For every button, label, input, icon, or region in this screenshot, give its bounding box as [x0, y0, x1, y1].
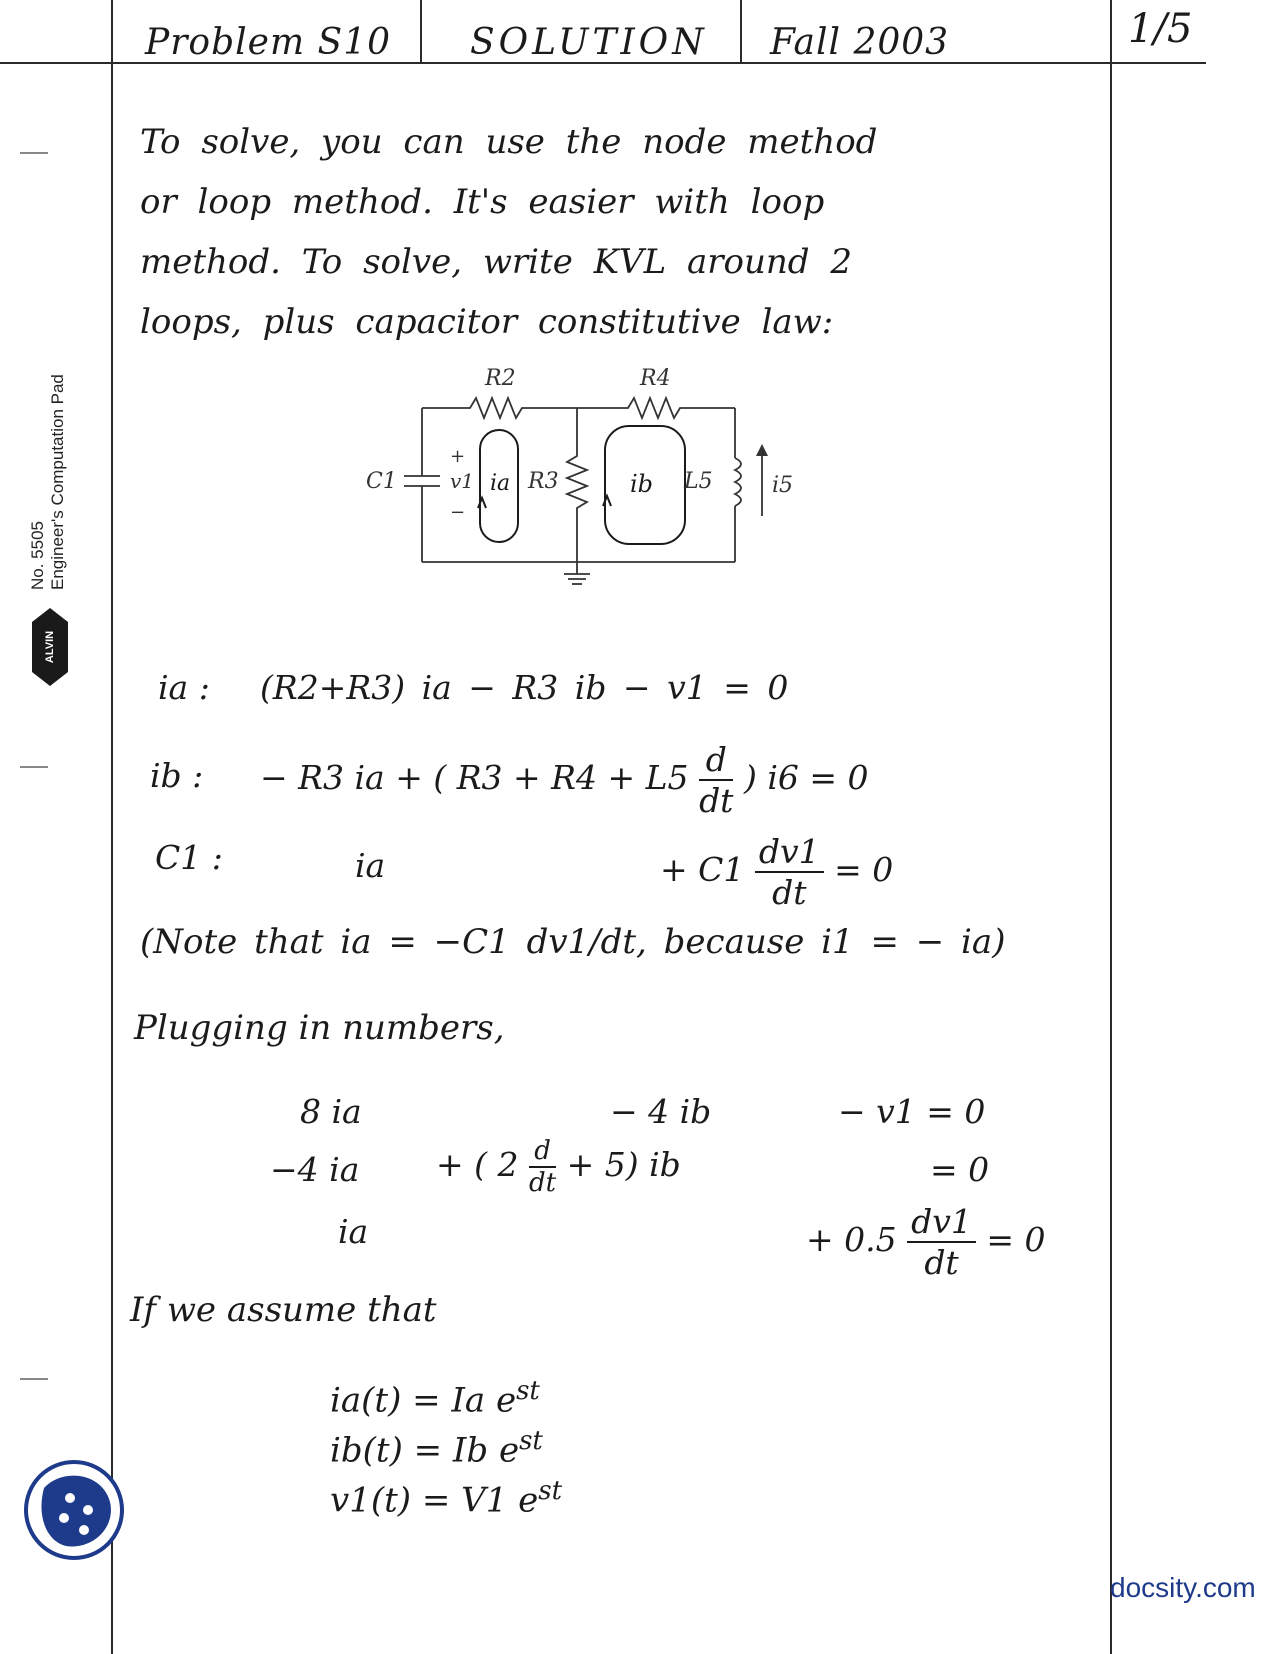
intro-line: To solve, you can use the node method — [140, 122, 878, 162]
c1-label: C1 — [366, 469, 397, 494]
alvin-logo-icon — [30, 608, 70, 686]
i5-arrow-head-icon — [756, 444, 768, 456]
derivative-num: d — [699, 740, 733, 781]
capacitor-derivative — [755, 832, 824, 912]
capacitor-eq0: = 0 — [834, 850, 894, 889]
circuit-diagram — [360, 360, 820, 600]
numeric-row2-ia: −4 ia — [270, 1150, 360, 1189]
margin-tick — [20, 152, 48, 154]
margin-tick — [20, 1378, 48, 1380]
assume-v1-text: v1(t) = V1 e — [330, 1480, 539, 1521]
solution-title: SOLUTION — [470, 22, 708, 63]
pad-name: Engineer's Computation Pad — [48, 374, 67, 590]
capacitor-label: C1 : — [155, 838, 223, 877]
note-text: (Note that ia = −C1 dv1/dt, because i1 = − ia) — [140, 922, 1006, 962]
ia-label: ia — [490, 471, 511, 496]
r4-label: R4 — [640, 366, 671, 391]
minus-label: − — [450, 502, 466, 523]
numeric-row2-close: + 5) ib — [566, 1145, 681, 1184]
assume-ia — [330, 1376, 540, 1420]
r2-label: R2 — [485, 366, 516, 391]
intro-line: loops, plus capacitor constitutive law: — [140, 302, 834, 342]
page-number-total: 5 — [1166, 6, 1193, 52]
kvl-loop-b-label: ib : — [150, 756, 204, 795]
numeric-row3-v1 — [806, 1202, 1046, 1282]
numeric-row3-ia: ia — [338, 1212, 369, 1251]
assume-v1-exp: st — [538, 1476, 563, 1506]
top-wire-left — [422, 398, 577, 418]
margin-tick — [20, 766, 48, 768]
page-number-slash: / — [1153, 6, 1167, 52]
numeric-row3-eq: = 0 — [986, 1220, 1046, 1259]
problem-label: Problem S10 — [145, 22, 392, 63]
capacitor-derivative-num: dv1 — [755, 832, 824, 873]
r3-resistor — [567, 408, 587, 562]
alvin-logo-text: ALVIN — [44, 630, 56, 664]
numeric-row2-derivative-den: dt — [529, 1168, 557, 1198]
capacitor-derivative-den: dt — [772, 873, 807, 912]
kvl-loop-a-equation: (R2+R3) ia − R3 ib − v1 = 0 — [260, 668, 789, 707]
header-divider-1 — [420, 0, 422, 62]
derivative-den: dt — [699, 781, 734, 820]
plugging-intro: Plugging in numbers, — [134, 1008, 505, 1048]
numeric-row3-coef: + 0.5 — [806, 1220, 897, 1259]
kvl-loop-b-post: ) i6 = 0 — [743, 758, 869, 797]
intro-line: method. To solve, write KVL around 2 — [140, 242, 852, 282]
intro-line: or loop method. It's easier with loop — [140, 182, 825, 222]
assume-v1 — [330, 1476, 562, 1520]
numeric-row2-ib — [436, 1136, 681, 1198]
assume-ib — [330, 1426, 543, 1470]
page-number-current: 1 — [1128, 6, 1154, 52]
capacitor-plus: + C1 — [660, 850, 745, 889]
top-wire-right — [577, 398, 735, 418]
page-number — [1128, 6, 1192, 52]
l5-label: L5 — [684, 469, 713, 494]
assume-intro: If we assume that — [130, 1290, 437, 1330]
kvl-loop-a-label: ia : — [158, 668, 210, 707]
numeric-row3-derivative-den: dt — [924, 1243, 959, 1282]
numeric-row1-ib: − 4 ib — [610, 1092, 712, 1131]
pad-number: No. 5505 — [28, 521, 47, 590]
numeric-row2-derivative-num: d — [529, 1136, 556, 1168]
left-margin-rule — [111, 0, 113, 1654]
assume-ia-text: ia(t) = Ia e — [330, 1380, 517, 1421]
header-divider-2 — [740, 0, 742, 62]
plus-label: + — [450, 446, 466, 467]
right-margin-rule — [1110, 0, 1112, 1654]
numeric-row1-v1: − v1 = 0 — [838, 1092, 986, 1131]
intro-text — [140, 112, 1100, 352]
ib-label: ib — [630, 470, 654, 498]
derivative-operator — [699, 740, 733, 820]
r3-label: R3 — [528, 469, 559, 494]
kvl-loop-b-pre: − R3 ia + ( R3 + R4 + L5 — [260, 758, 689, 797]
assume-ib-exp: st — [519, 1426, 543, 1456]
numeric-row3-derivative — [907, 1202, 976, 1282]
numeric-row3-derivative-num: dv1 — [907, 1202, 976, 1243]
v1-label: v1 — [450, 469, 475, 493]
kvl-loop-b-equation — [260, 740, 869, 820]
docsity-link[interactable]: docsity.com — [1110, 1572, 1256, 1603]
capacitor-ia: ia — [355, 846, 386, 885]
numeric-row1-ia: 8 ia — [300, 1092, 362, 1131]
i5-label: i5 — [772, 473, 794, 498]
l5-inductor — [735, 458, 741, 506]
assume-ia-exp: st — [516, 1376, 540, 1406]
pad-imprint — [28, 290, 68, 590]
docsity-logo-icon — [22, 1458, 126, 1562]
term-label: Fall 2003 — [770, 22, 950, 63]
numeric-row2-eq: = 0 — [930, 1150, 990, 1189]
assume-ib-text: ib(t) = Ib e — [330, 1430, 520, 1471]
numeric-row2-derivative — [529, 1136, 556, 1198]
numeric-row2-open: + ( 2 — [436, 1145, 519, 1184]
capacitor-term — [660, 832, 893, 912]
